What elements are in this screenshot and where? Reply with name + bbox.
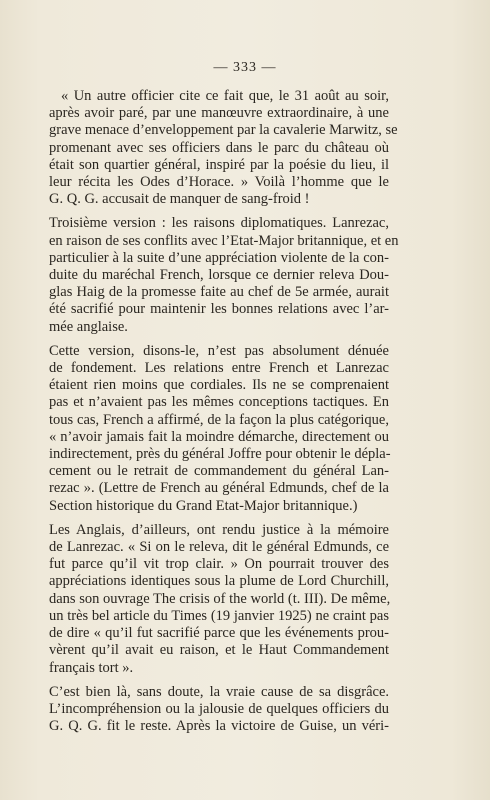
text-line: duite du maréchal French, lorsque ce dernier releva Dou- [49,267,389,284]
text-line: indirectement, près du général Joffre pour obtenir le dépla- [49,446,391,463]
text-line: leur récita les Odes d’Horace. » Voilà l’homme que le [49,174,389,191]
text-line: rezac ». (Lettre de French au général Edmunds, chef de la [49,480,389,497]
text-line: pas et n’avaient pas les mêmes conceptions tactiques. En [49,394,389,411]
text-line: grave menace d’enveloppement par la cavalerie Marwitz, se [49,122,398,139]
body-text [49,88,399,742]
text-line: « Un autre officier cite ce fait que, le 31 août au soir, [61,88,389,104]
text-line: appréciations identiques sous la plume de Lord Churchill, [49,573,389,590]
text-line: Cette version, disons-le, n’est pas absolument dénuée [49,342,389,359]
text-line: dans son ouvrage The crisis of the world (t. III). De même, [49,590,391,607]
paragraph [49,215,399,335]
text-line: Les Anglais, d’ailleurs, ont rendu justice à la mémoire [49,521,389,538]
text-line: fut parce qu’il vit trop clair. » On pourrait trouver des [49,556,389,573]
text-line: mée anglaise. [49,318,128,335]
text-line: Section historique du Grand Etat-Major britannique.) [49,497,358,514]
text-line: G. Q. G. fit le reste. Après la victoire de Guise, un véri- [49,718,389,735]
text-line: Troisième version : les raisons diplomatiques. Lanrezac, [49,215,389,232]
paragraph [49,343,389,515]
page-number: — 333 — [213,60,277,75]
text-line: G. Q. G. accusait de manquer de sang-froid ! [49,191,310,208]
text-line: L’incompréhension ou la jalousie de quelques officiers du [49,700,389,717]
text-line: « n’avoir jamais fait la moindre démarche, directement ou [49,428,389,445]
text-line: de fondement. Les relations entre French et Lanrezac [49,360,389,377]
text-line: français tort ». [49,659,134,676]
paragraph [49,88,398,208]
text-line: tous cas, French a affirmé, de la façon la plus catégorique, [49,411,389,428]
paragraph [49,684,389,736]
text-line: de dire « qu’il fut sacrifié parce que les événements prou- [49,625,389,642]
text-line: particulier à la suite d’une appréciation violente de la con- [49,249,389,266]
text-line: après avoir paré, par une manœuvre extraordinaire, à une [49,105,389,122]
text-line: promenant avec ses officiers dans le parc du château où [49,139,389,156]
text-line: de Lanrezac. « Si on le releva, dit le général Edmunds, ce [49,539,389,556]
text-line: vèrent qu’il avait eu raison, et le Haut Commandement [49,642,389,659]
text-line: C’est bien là, sans doute, la vraie cause de sa disgrâce. [49,683,389,700]
text-line: glas Haig de la promesse faite au chef de 5e armée, aurait [49,284,389,301]
text-line: en raison de ses conflits avec l’Etat-Major britannique, et en [49,232,399,249]
text-line: un très bel article du Times (19 janvier 1925) ne craint pas [49,607,389,624]
text-line: été sacrifié pour maintenir les bonnes relations avec l’ar- [49,301,389,318]
paragraph [49,522,389,677]
text-line: étaient rien moins que cordiales. Ils ne se comprenaient [49,377,389,394]
text-line: cement ou le retrait de commandement du général Lan- [49,463,389,480]
text-line: était son quartier général, inspiré par la poésie du lieu, il [49,156,389,173]
